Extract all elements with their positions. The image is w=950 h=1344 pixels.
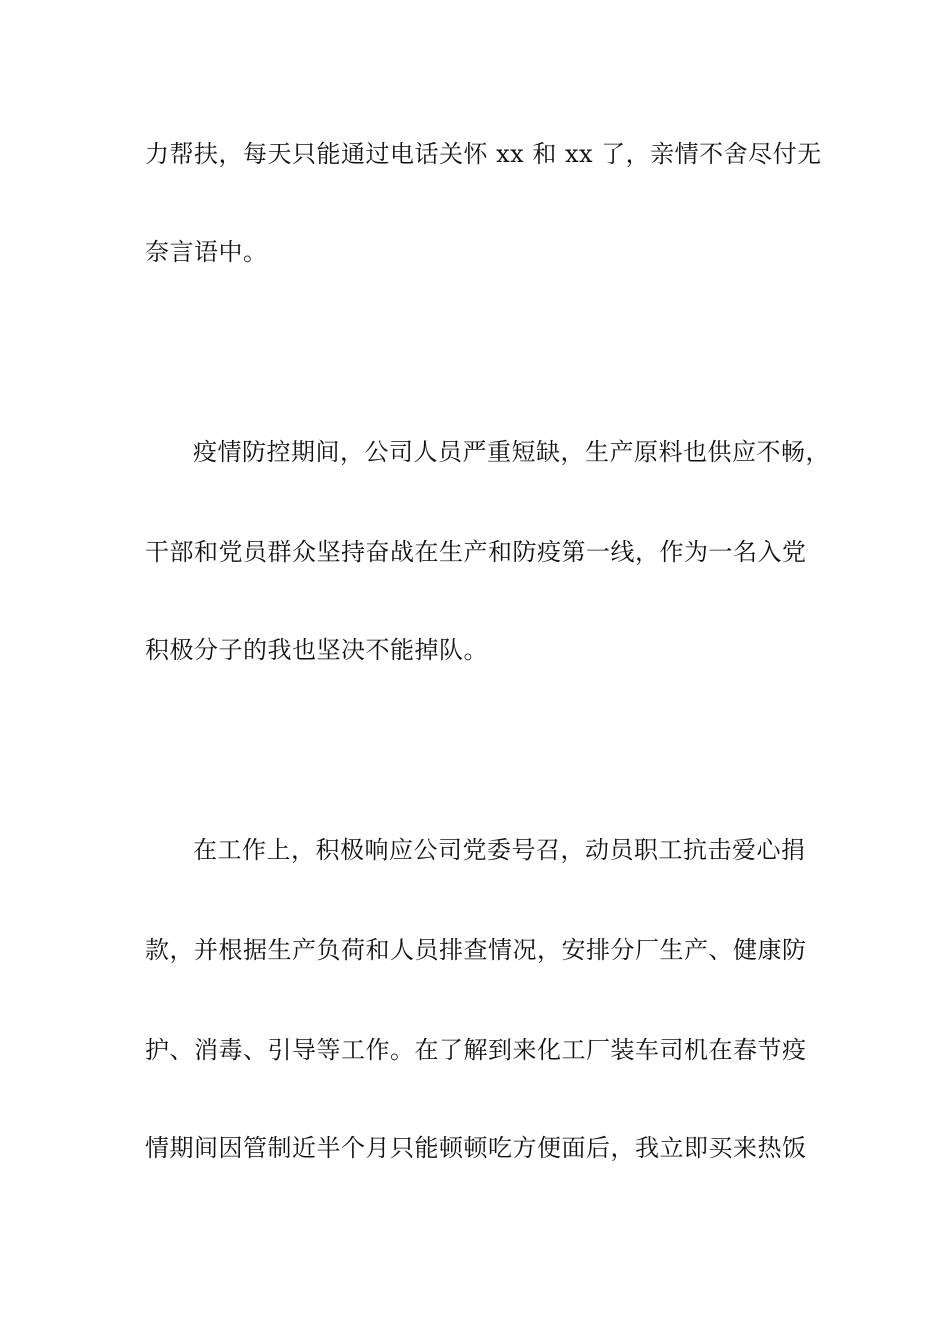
text-line: 疫情防控期间，公司人员严重短缺，生产原料也供应不畅， xyxy=(193,438,830,466)
text-line: 干部和党员群众坚持奋战在生产和防疫第一线，作为一名入党 xyxy=(145,538,807,566)
text-line: 情期间因管制近半个月只能顿顿吃方便面后，我立即买来热饭 xyxy=(145,1134,807,1162)
text-line: 积极分子的我也坚决不能掉队。 xyxy=(145,636,488,664)
text-line: 护、消毒、引导等工作。在了解到来化工厂装车司机在春节疫 xyxy=(145,1036,807,1064)
text-line: 奈言语中。 xyxy=(145,238,268,266)
text-line: 款，并根据生产负荷和人员排查情况，安排分厂生产、健康防 xyxy=(145,936,807,964)
text-line: 力帮扶，每天只能通过电话关怀 xx 和 xx 了，亲情不舍尽付无 xyxy=(145,140,822,168)
text-line: 在工作上，积极响应公司党委号召，动员职工抗击爱心捐 xyxy=(193,836,806,864)
